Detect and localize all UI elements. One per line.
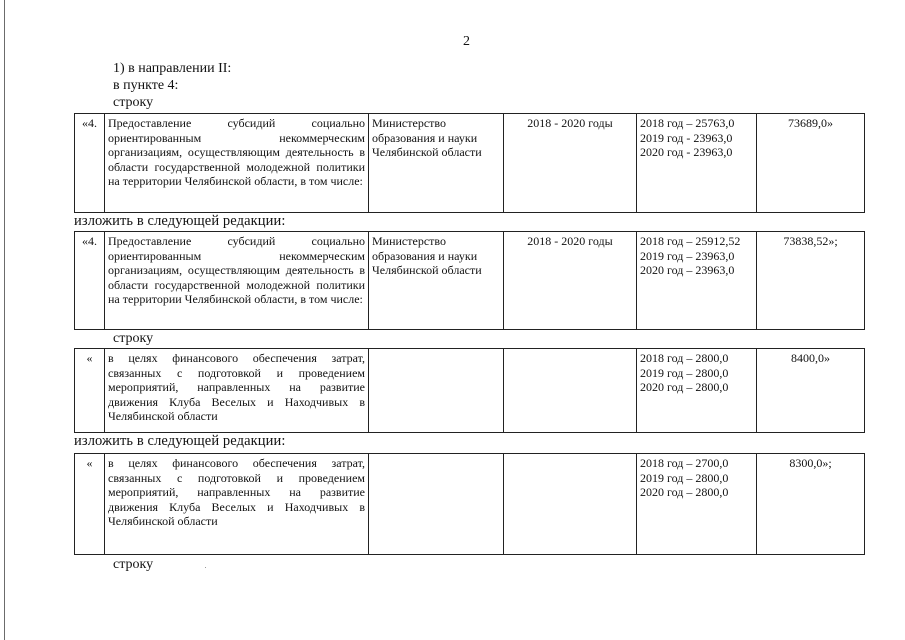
amount-2018: 2018 год – 2800,0	[640, 351, 729, 365]
cell-executor: Министерство образования и науки Челябинской области	[369, 232, 504, 330]
table-row-new-4	[74, 231, 865, 330]
cell-total: 8400,0»	[757, 349, 865, 433]
amount-2018: 2018 год – 25763,0	[640, 116, 735, 130]
cell-name: Предоставление субсидий социально ориентированным некоммерческим организациям, осуществляющим деятельность в области государственной молодежной политики на территории Челябинской области, в том числе:	[105, 232, 369, 330]
amount-2020: 2020 год – 23963,0	[640, 263, 735, 277]
cell-name: в целях финансового обеспечения затрат, связанных с подготовкой и проведением мероприятий, направленных на развитие движения Клуба Веселых и Находчивых в Челябинской области	[105, 349, 369, 433]
amount-2019: 2019 год – 23963,0	[640, 248, 735, 263]
table-row-new-kvn	[74, 453, 865, 555]
cell-executor	[369, 454, 504, 555]
cell-name: Предоставление субсидий социально ориентированным некоммерческим организациям, осуществляющим деятельность в области государственной молодежной политики на территории Челябинской области, в том числе:	[105, 114, 369, 213]
amount-2020: 2020 год – 2800,0	[640, 485, 729, 499]
intro-row-word: строку	[113, 95, 154, 110]
cell-period: 2018 - 2020 годы	[504, 114, 637, 213]
amount-2018: 2018 год – 2700,0	[640, 456, 729, 470]
cell-amounts	[637, 232, 757, 330]
redaction-label: изложить в следующей редакции:	[74, 213, 286, 229]
amount-2019: 2019 год – 2800,0	[640, 470, 729, 485]
scan-speck	[205, 567, 206, 568]
row-word: строку	[113, 557, 154, 572]
cell-number: «4.	[75, 232, 105, 330]
row-word: строку	[113, 331, 154, 346]
cell-executor	[369, 349, 504, 433]
amount-2018: 2018 год – 25912,52	[640, 234, 741, 248]
cell-period	[504, 349, 637, 433]
amount-2019: 2019 год - 23963,0	[640, 130, 733, 145]
page-edge-line	[4, 0, 5, 640]
intro-point: в пункте 4:	[113, 78, 179, 93]
cell-name: в целях финансового обеспечения затрат, связанных с подготовкой и проведением мероприятий, направленных на развитие движения Клуба Веселых и Находчивых в Челябинской области	[105, 454, 369, 555]
cell-total: 8300,0»;	[757, 454, 865, 555]
page-number: 2	[463, 34, 470, 49]
amount-2019: 2019 год – 2800,0	[640, 365, 729, 380]
cell-amounts	[637, 454, 757, 555]
cell-total: 73689,0»	[757, 114, 865, 213]
cell-number: «	[75, 454, 105, 555]
cell-total: 73838,52»;	[757, 232, 865, 330]
cell-amounts	[637, 349, 757, 433]
table-row-old-kvn	[74, 348, 865, 433]
redaction-label: изложить в следующей редакции:	[74, 433, 286, 449]
cell-executor: Министерство образования и науки Челябинской области	[369, 114, 504, 213]
amount-2020: 2020 год - 23963,0	[640, 145, 733, 159]
table-row-old-4	[74, 113, 865, 213]
cell-period	[504, 454, 637, 555]
cell-number: «4.	[75, 114, 105, 213]
cell-number: «	[75, 349, 105, 433]
cell-period: 2018 - 2020 годы	[504, 232, 637, 330]
intro-direction: 1) в направлении II:	[113, 61, 232, 76]
cell-amounts	[637, 114, 757, 213]
amount-2020: 2020 год – 2800,0	[640, 380, 729, 394]
